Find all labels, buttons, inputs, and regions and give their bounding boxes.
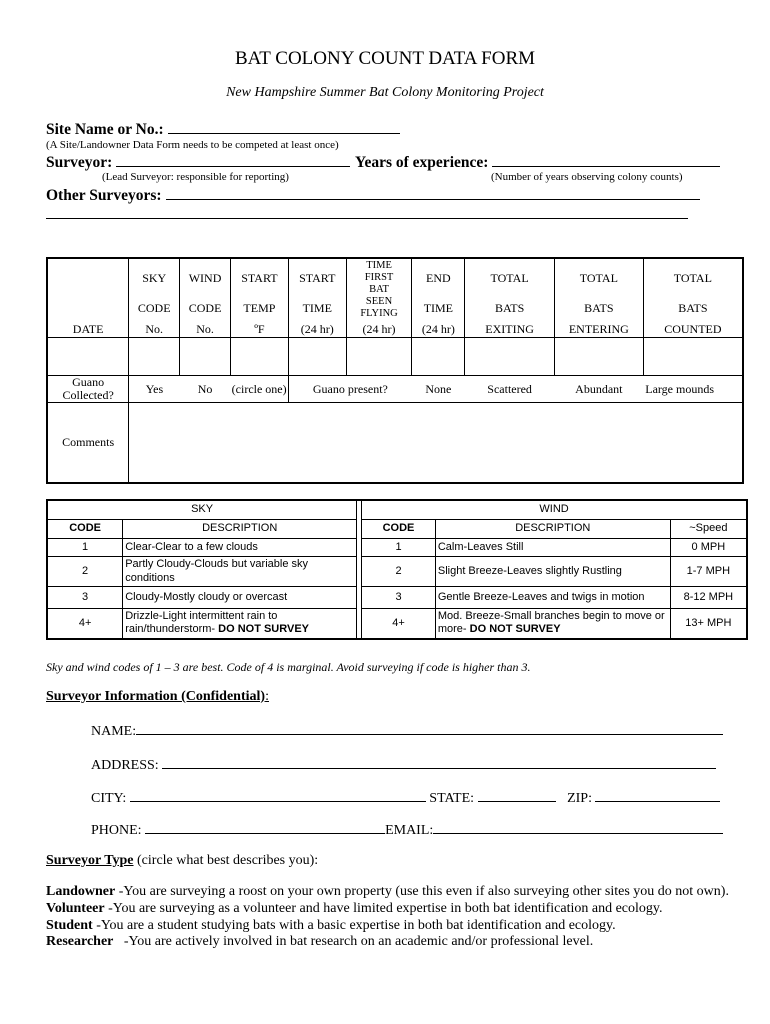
guano-collected-label: Guano Collected? xyxy=(47,376,129,403)
guano-present-label: Guano present? xyxy=(288,376,412,403)
site-name-field[interactable] xyxy=(168,120,400,134)
name-row xyxy=(91,721,723,740)
wind-speed: 0 MPH xyxy=(670,539,747,557)
wind-desc: Gentle Breeze-Leaves and twigs in motion xyxy=(435,587,670,609)
experience-row: Years of experience: xyxy=(355,153,720,172)
guano-none[interactable]: None xyxy=(412,376,465,403)
surveyor-field[interactable] xyxy=(116,153,350,167)
col-bats-entering: TOTAL BATS ENTERING xyxy=(554,258,643,338)
sky-code: 3 xyxy=(47,587,123,609)
name-label: NAME: xyxy=(91,724,137,739)
entry-start-time[interactable] xyxy=(288,338,346,376)
wind-speed: 8-12 MPH xyxy=(670,587,747,609)
code-row-3 xyxy=(47,587,747,609)
wind-speed: 13+ MPH xyxy=(670,609,747,639)
entry-temp[interactable] xyxy=(231,338,289,376)
city-field[interactable] xyxy=(130,788,426,802)
col-end-time: END TIME (24 hr) xyxy=(412,258,465,338)
wind-code-header: CODE xyxy=(362,520,436,539)
guano-yes[interactable]: Yes xyxy=(129,376,180,403)
comments-row xyxy=(47,403,743,483)
type-landowner[interactable]: Landowner -You are surveying a roost on your own property (use this even if also surveying other sites you do not own). xyxy=(46,884,729,899)
sky-desc-cell: Drizzle-Light intermittent rain to rain/thunderstorm- DO NOT SURVEY xyxy=(123,609,357,639)
surveyor-label: Surveyor xyxy=(46,154,108,171)
col-bats-exiting: TOTAL BATS EXITING xyxy=(465,258,555,338)
city-row xyxy=(91,788,720,807)
wind-desc: Calm-Leaves Still xyxy=(435,539,670,557)
guano-no[interactable]: No xyxy=(180,376,231,403)
name-field[interactable] xyxy=(136,721,723,735)
site-name-row: Site Name or No.: xyxy=(46,120,400,139)
entry-entering[interactable] xyxy=(554,338,643,376)
experience-label: Years of experience xyxy=(355,154,484,171)
sky-desc-header: DESCRIPTION xyxy=(123,520,357,539)
type-researcher[interactable]: Researcher -You are actively involved in bat research on an academic and/or professional level. xyxy=(46,934,594,949)
codes-column-header xyxy=(47,520,747,539)
surveyor-type-instruction: (circle what best describes you): xyxy=(137,853,319,868)
site-name-label: Site Name or No. xyxy=(46,121,159,138)
form-title: BAT COLONY COUNT DATA FORM xyxy=(234,48,536,69)
comments-field[interactable] xyxy=(129,403,743,483)
state-label: STATE: xyxy=(429,791,475,806)
code-row-1 xyxy=(47,539,747,557)
circle-one-note: (circle one) xyxy=(231,376,289,403)
code-row-4 xyxy=(47,609,747,639)
form-subtitle: New Hampshire Summer Bat Colony Monitoring Project xyxy=(226,85,544,100)
experience-field[interactable] xyxy=(492,153,720,167)
guano-row xyxy=(47,376,743,403)
col-wind-code: WIND CODE No. xyxy=(180,258,231,338)
col-bats-counted: TOTAL BATS COUNTED xyxy=(643,258,743,338)
guano-scattered[interactable]: Scattered xyxy=(465,376,555,403)
address-label: ADDRESS: xyxy=(91,758,159,773)
wind-header: WIND xyxy=(362,500,747,520)
sky-code: 4+ xyxy=(47,609,123,639)
wind-speed: 1-7 MPH xyxy=(670,557,747,587)
entry-date[interactable] xyxy=(47,338,129,376)
phone-row xyxy=(91,820,723,839)
zip-field[interactable] xyxy=(595,788,720,802)
sky-code: 1 xyxy=(47,539,123,557)
col-sky-code: SKY CODE No. xyxy=(129,258,180,338)
email-label: EMAIL: xyxy=(385,823,434,838)
phone-label: PHONE: xyxy=(91,823,142,838)
wind-desc-header: DESCRIPTION xyxy=(435,520,670,539)
other-surveyors-field[interactable] xyxy=(166,186,700,200)
city-label: CITY: xyxy=(91,791,127,806)
guano-abundant[interactable]: Abundant xyxy=(554,376,643,403)
surveyor-row: Surveyor: xyxy=(46,153,350,172)
codes-table xyxy=(46,499,748,640)
col-start-temp: START TEMP ºF xyxy=(231,258,289,338)
entry-wind[interactable] xyxy=(180,338,231,376)
sky-header: SKY xyxy=(47,500,357,520)
experience-note: (Number of years observing colony counts) xyxy=(491,171,683,183)
entry-sky[interactable] xyxy=(129,338,180,376)
code-row-2 xyxy=(47,557,747,587)
site-note: (A Site/Landowner Data Form needs to be competed at least once) xyxy=(46,139,339,151)
surveyor-info-heading: Surveyor Information (Confidential): xyxy=(46,689,269,704)
email-field[interactable] xyxy=(433,820,723,834)
wind-code: 2 xyxy=(362,557,436,587)
count-table xyxy=(46,257,744,484)
type-student[interactable]: Student -You are a student studying bats with a basic expertise in both bat identification and ecology. xyxy=(46,918,616,933)
other-surveyors-line2[interactable] xyxy=(46,206,688,219)
surveyor-type-heading: Surveyor Type xyxy=(46,853,134,868)
entry-exiting[interactable] xyxy=(465,338,555,376)
zip-label: ZIP: xyxy=(567,791,592,806)
wind-code: 1 xyxy=(362,539,436,557)
entry-end-time[interactable] xyxy=(412,338,465,376)
wind-code: 4+ xyxy=(362,609,436,639)
other-surveyors-row: Other Surveyors: xyxy=(46,186,700,205)
surveyor-type-row xyxy=(46,853,318,869)
sky-code-header: CODE xyxy=(47,520,123,539)
surveyor-note: (Lead Surveyor: responsible for reporting) xyxy=(102,171,289,183)
sky-code: 2 xyxy=(47,557,123,587)
address-row xyxy=(91,755,716,774)
phone-field[interactable] xyxy=(145,820,385,834)
count-table-header xyxy=(47,258,743,338)
sky-desc: Partly Cloudy-Clouds but variable sky conditions xyxy=(123,557,357,587)
col-date: DATE xyxy=(47,258,129,338)
wind-code: 3 xyxy=(362,587,436,609)
entry-first-bat[interactable] xyxy=(346,338,412,376)
codes-note: Sky and wind codes of 1 – 3 are best. Code of 4 is marginal. Avoid surveying if code is higher than 3. xyxy=(46,660,531,674)
guano-large-mounds[interactable]: Large mounds xyxy=(643,376,743,403)
sky-desc: Cloudy-Mostly cloudy or overcast xyxy=(123,587,357,609)
comments-label: Comments xyxy=(47,403,129,483)
wind-speed-header: ~Speed xyxy=(670,520,747,539)
codes-group-header xyxy=(47,500,747,520)
col-first-bat: TIME FIRST BAT SEEN FLYING (24 hr) xyxy=(346,258,412,338)
type-volunteer[interactable]: Volunteer -You are surveying as a volunteer and have limited expertise in both bat identification and ecology. xyxy=(46,901,663,916)
sky-desc: Clear-Clear to a few clouds xyxy=(123,539,357,557)
col-start-time: START TIME (24 hr) xyxy=(288,258,346,338)
other-surveyors-label: Other Surveyors xyxy=(46,187,157,204)
wind-desc: Slight Breeze-Leaves slightly Rustling xyxy=(435,557,670,587)
wind-desc-cell: Mod. Breeze-Small branches begin to move or more- DO NOT SURVEY xyxy=(435,609,670,639)
address-field[interactable] xyxy=(162,755,716,769)
state-field[interactable] xyxy=(478,788,556,802)
count-entry-row xyxy=(47,338,743,376)
entry-counted[interactable] xyxy=(643,338,743,376)
